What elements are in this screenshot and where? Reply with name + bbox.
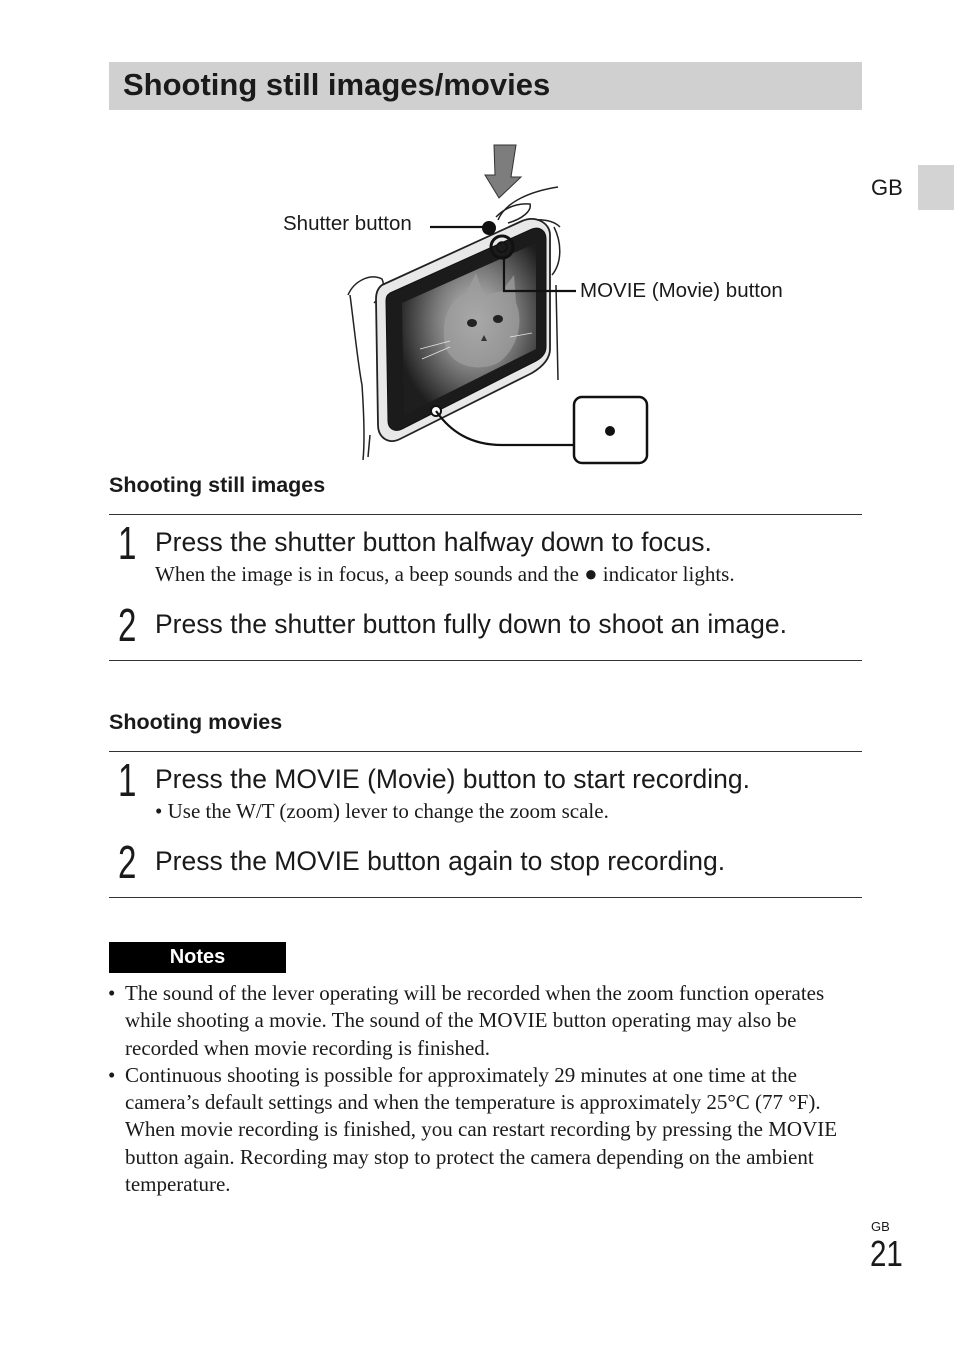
step-number: 2: [118, 599, 137, 651]
notes-label: Notes: [109, 942, 286, 973]
step-detail: • Use the W/T (zoom) lever to change the zoom scale.: [155, 799, 609, 823]
step-text: Press the MOVIE button again to stop recording.: [155, 846, 726, 876]
divider: [109, 751, 862, 752]
movies-heading: Shooting movies: [109, 710, 283, 734]
step-detail-text: When the image is in focus, a beep sounds and the: [155, 562, 585, 586]
page-number: 21: [870, 1233, 903, 1274]
list-item: • The sound of the lever operating will be recorded when the zoom function operates while shooting a movie. The sound of the MOVIE button operating may also be recorded when movie recording is finished.: [108, 981, 825, 1060]
step-text: Press the shutter button fully down to shoot an image.: [155, 609, 787, 639]
step-detail: [155, 561, 735, 587]
divider: [109, 660, 862, 661]
press-arrow-icon: [485, 145, 521, 198]
step-number: 1: [118, 754, 137, 806]
note-text: The sound of the lever operating will be recorded when the zoom function operates while shooting a movie. The sound of the MOVIE button operating may also be recorded when movie recording is finished.: [125, 981, 825, 1060]
focus-indicator-icon: [605, 426, 615, 436]
note-text: Continuous shooting is possible for approximately 29 minutes at one time at the camera’s default settings and when the temperature is approximately 25°C (77 °F). When movie recording is finished, you can restart recording by pressing the MOVIE button again. Recording may stop to protect the camera depending on the ambient temperature.: [125, 1062, 838, 1197]
still-images-heading: Shooting still images: [109, 473, 326, 497]
page-region-label: GB: [871, 1219, 890, 1234]
side-tab: [918, 165, 954, 210]
step-text: Press the MOVIE (Movie) button to start recording.: [155, 764, 751, 794]
divider: [109, 514, 862, 515]
step-text: Press the shutter button halfway down to focus.: [155, 527, 712, 557]
divider: [109, 897, 862, 898]
list-item: • Continuous shooting is possible for approximately 29 minutes at one time at the camera’s default settings and when the temperature is approximately 25°C (77 °F). When movie recording is finished, you can restart recording by pressing the MOVIE button again. Recording may stop to protect the camera depending on the ambient temperature.: [108, 1062, 838, 1197]
shutter-button-icon: [482, 221, 496, 235]
step-number: 1: [118, 517, 137, 569]
step-detail-text: indicator lights.: [597, 562, 735, 586]
movie-button-label: MOVIE (Movie) button: [580, 279, 783, 302]
focus-indicator-icon: ●: [584, 561, 598, 586]
notes-list: [105, 980, 865, 1198]
side-tab-label: GB: [871, 175, 903, 200]
shutter-button-label: Shutter button: [283, 212, 412, 235]
step-number: 2: [118, 836, 137, 888]
camera-body: [376, 219, 550, 441]
page-title: Shooting still images/movies: [123, 67, 551, 102]
